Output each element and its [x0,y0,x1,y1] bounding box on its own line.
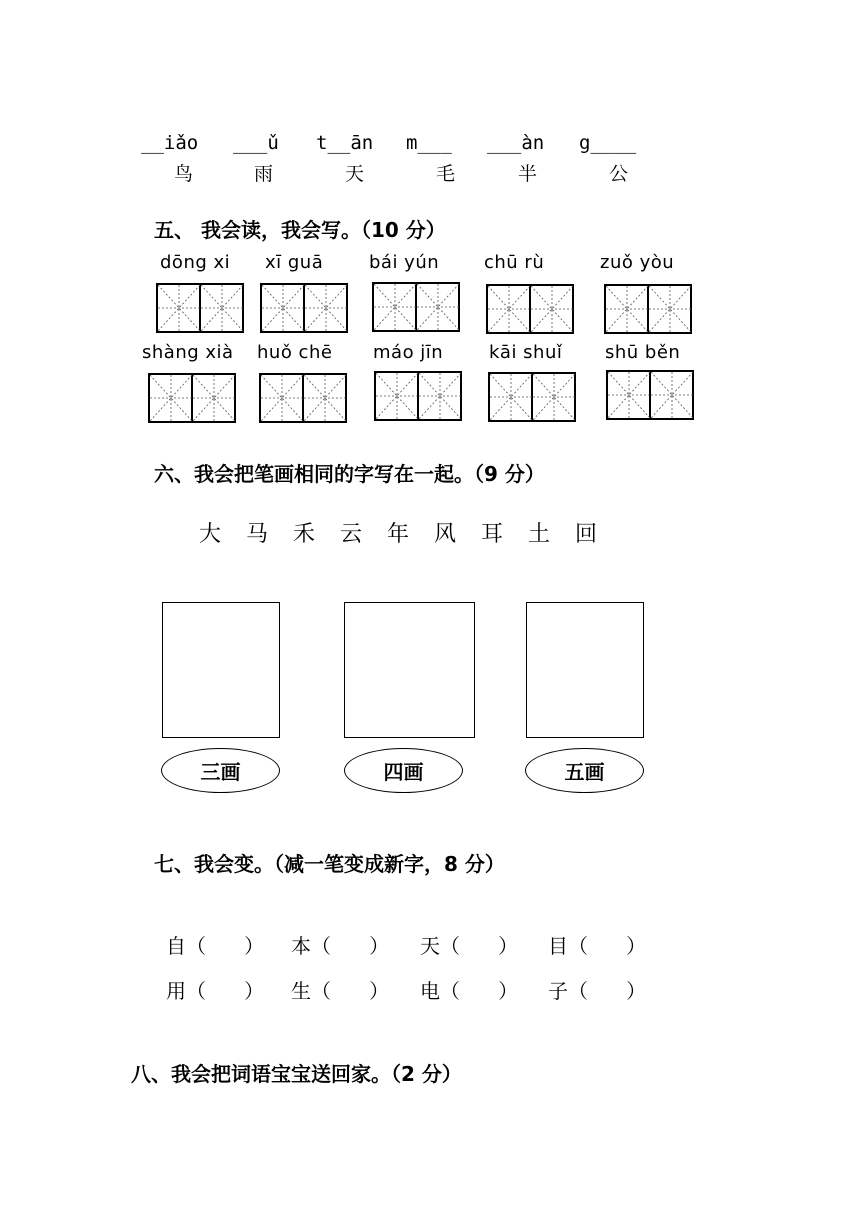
hanzi-char: 雨 [254,163,274,185]
rice-grid-guides [201,285,243,331]
grid-cell[interactable] [201,285,242,331]
pinyin-label: huǒ chē [257,342,333,363]
change-item[interactable] [166,975,264,1004]
pinyin-label: shū běn [605,342,681,363]
pinyin-label: bái yún [369,252,440,273]
stroke-char: 土 [528,522,551,547]
change-item[interactable] [291,975,389,1004]
stroke-char: 云 [340,522,363,547]
answer-paren[interactable]: （ ） [568,979,647,1003]
pinyin-blank[interactable]: __iǎo [141,132,199,154]
base-char: 本 [291,934,311,958]
grid-cell[interactable] [261,375,304,421]
grid-cell[interactable] [374,284,417,330]
change-item[interactable] [291,930,389,959]
base-char: 天 [420,934,440,958]
rice-grid-guides [376,373,418,419]
writing-grid[interactable] [606,370,694,420]
base-char: 用 [166,979,186,1003]
pinyin-label: dōng xi [160,252,231,273]
writing-grid[interactable] [148,373,236,423]
writing-grid[interactable] [604,284,692,334]
answer-paren[interactable]: （ ） [311,979,390,1003]
rice-grid-guides [305,285,347,331]
pinyin-label: chū rù [484,252,545,273]
grid-cell[interactable] [649,286,690,332]
rice-grid-guides [158,285,200,331]
change-item[interactable] [166,930,264,959]
rice-grid-guides [417,284,459,330]
pinyin-blank[interactable]: g____ [579,132,637,154]
stroke-char: 马 [246,522,269,547]
change-item[interactable] [420,975,518,1004]
rice-grid-guides [193,375,235,421]
grid-cell[interactable] [419,373,460,419]
hanzi-char: 公 [609,163,629,185]
change-item[interactable] [548,930,646,959]
grid-cell[interactable] [533,374,574,420]
grid-cell[interactable] [490,374,533,420]
hanzi-char: 鸟 [174,163,194,185]
base-char: 自 [166,934,186,958]
pinyin-blank[interactable]: t__ān [316,132,374,154]
grid-cell[interactable] [305,285,346,331]
rice-grid-guides [533,374,575,420]
base-char: 目 [548,934,568,958]
base-char: 电 [420,979,440,1003]
writing-grid[interactable] [374,371,462,421]
stroke-char: 年 [387,522,410,547]
answer-box-three-strokes[interactable] [162,602,280,738]
stroke-char: 禾 [293,522,316,547]
change-item[interactable] [548,975,646,1004]
rice-grid-guides [651,372,693,418]
answer-paren[interactable]: （ ） [440,979,519,1003]
section-7-title: 七、我会变。（减一笔变成新字，8 分） [154,852,505,876]
grid-cell[interactable] [304,375,345,421]
grid-cell[interactable] [651,372,692,418]
pinyin-blank[interactable]: m___ [406,132,452,154]
base-char: 子 [548,979,568,1003]
grid-cell[interactable] [150,375,193,421]
grid-cell[interactable] [608,372,651,418]
grid-cell[interactable] [193,375,234,421]
grid-cell[interactable] [158,285,201,331]
answer-paren[interactable]: （ ） [440,934,519,958]
pinyin-label: kāi shuǐ [489,342,563,363]
pinyin-label: zuǒ yòu [600,252,675,273]
grid-cell[interactable] [417,284,458,330]
hanzi-char: 天 [345,163,365,185]
answer-paren[interactable]: （ ） [186,934,265,958]
rice-grid-guides [150,375,192,421]
rice-grid-guides [374,284,416,330]
writing-grid[interactable] [260,283,348,333]
stroke-char: 耳 [481,522,504,547]
section-6-title: 六、我会把笔画相同的字写在一起。（9 分） [154,462,545,486]
change-item[interactable] [420,930,518,959]
rice-grid-guides [304,375,346,421]
rice-grid-guides [261,375,303,421]
rice-grid-guides [649,286,691,332]
stroke-char: 回 [575,522,598,547]
pinyin-label: máo jīn [373,342,444,363]
section-5-title: 五、 我会读，我会写。（10 分） [154,218,446,242]
answer-paren[interactable]: （ ） [186,979,265,1003]
pinyin-label: shàng xià [142,342,234,363]
writing-grid[interactable] [259,373,347,423]
answer-paren[interactable]: （ ） [568,934,647,958]
rice-grid-guides [419,373,461,419]
rice-grid-guides [531,286,573,332]
label-three-strokes: 三画 [161,748,280,793]
writing-grid[interactable] [156,283,244,333]
pinyin-blank[interactable]: ___àn [487,132,545,154]
answer-box-five-strokes[interactable] [526,602,644,738]
stroke-char: 大 [199,522,222,547]
rice-grid-guides [488,286,530,332]
section-8-title: 八、我会把词语宝宝送回家。（2 分） [131,1062,462,1086]
base-char: 生 [291,979,311,1003]
writing-grid[interactable] [372,282,460,332]
grid-cell[interactable] [531,286,572,332]
grid-cell[interactable] [376,373,419,419]
rice-grid-guides [490,374,532,420]
pinyin-blank[interactable]: ___ǔ [233,132,279,154]
label-five-strokes: 五画 [525,748,644,793]
answer-paren[interactable]: （ ） [311,934,390,958]
label-four-strokes: 四画 [344,748,463,793]
grid-cell[interactable] [262,285,305,331]
writing-grid[interactable] [488,372,576,422]
hanzi-char: 半 [518,163,538,185]
stroke-chars-row [199,517,622,548]
rice-grid-guides [608,372,650,418]
grid-cell[interactable] [488,286,531,332]
rice-grid-guides [606,286,648,332]
grid-cell[interactable] [606,286,649,332]
pinyin-label: xī guā [265,252,324,273]
answer-box-four-strokes[interactable] [344,602,475,738]
writing-grid[interactable] [486,284,574,334]
stroke-char: 风 [434,522,457,547]
hanzi-char: 毛 [436,163,456,185]
rice-grid-guides [262,285,304,331]
